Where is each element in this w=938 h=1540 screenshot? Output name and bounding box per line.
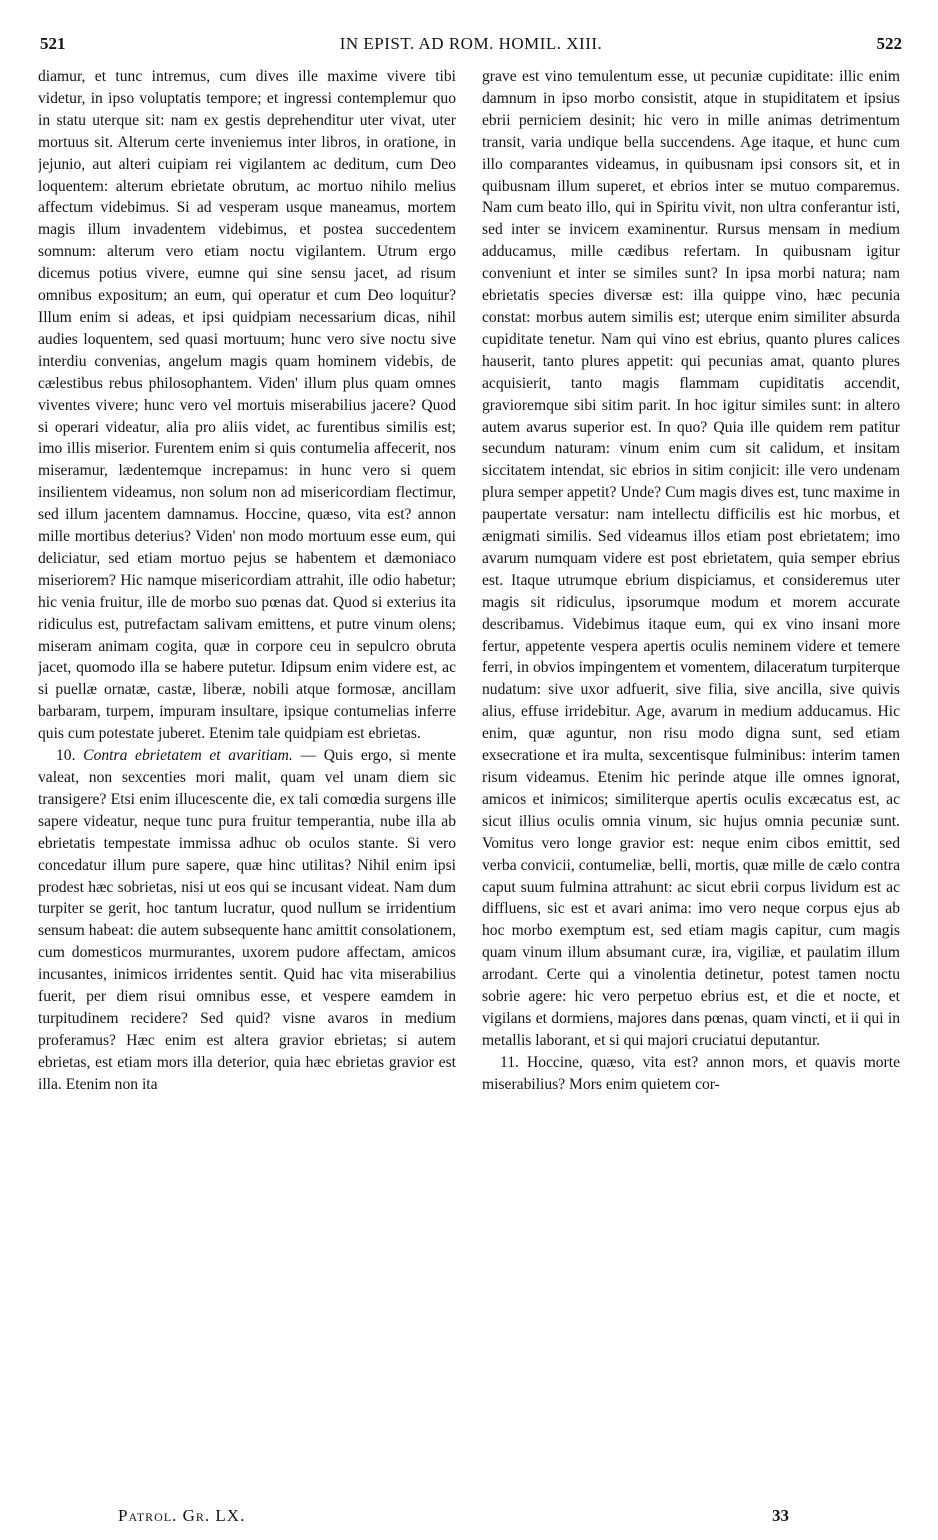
footer-signature: Patrol. Gr. LX. — [118, 1506, 246, 1525]
page-number-right: 522 — [876, 34, 902, 53]
running-title: IN EPIST. AD ROM. HOMIL. XIII. — [339, 34, 603, 53]
section-number-10: 10. — [56, 747, 76, 765]
left-paragraph-2 — [38, 745, 456, 1096]
right-column — [482, 66, 900, 1478]
section-text: — Quis ergo, si mente valeat, non sexcenties mori malit, quam vel unam diem sic transigere? Etsi enim illucescente die, ex tali comœdia surgens ille sapere videatur, neque tunc pura fruitur temperantia, nube illa ab ebrietatis tempestate immissa adhuc ob oculos stante. Si vero concedatur illum pure sapere, quæ hinc utilitas? Nihil enim ipsi prodest hæc sobrietas, nisi ut eos qui se incusant videat. Nam dum turpiter se gerit, hoc tantum lucratur, quod nullum se irridentium sensum habeat: die autem subsequente hanc amittit consolationem, cum domesticos murmurantes, uxorem pudore affectam, amicos incusantes, inimicos irridentes sentit. Quid hac vita miserabilius fuerit, per diem risui omnibus esse, et vespere eamdem in turpitudinem recidere? Sed quid? visne avaros in medium proferamus? Hæc enim est altera gravior ebrietas; si autem ebrietas, est etiam mors illa deterior, quia hæc ebrietas gravior est illa. Etenim non ita — [38, 747, 456, 1093]
right-paragraph-2: 11. Hoccine, quæso, vita est? annon mors, et quavis morte miserabilius? Mors enim quietem cor- — [482, 1053, 900, 1093]
section-heading: Contra ebrietatem et avaritiam. — [83, 747, 293, 765]
page-header — [40, 34, 902, 58]
page-footer — [40, 1506, 902, 1530]
footer-sheet-number: 33 — [772, 1506, 789, 1525]
page-number-left: 521 — [40, 34, 66, 53]
left-paragraph-1: diamur, et tunc intremus, cum dives ille maxime vivere tibi videtur, in ipso voluptatis tempore; et ingressi contemplemur quo in statu uterque sit: nam ex gestis deprehenditur uter vivat, uter mortuus sit. Alterum certe inveniemus inter libros, in oratione, in jejunio, aut alteri cuipiam rei vigilantem ac deditum, cum Deo loquentem: alterum ebrietate obrutum, ac mortuo nihilo melius affectum videbimus. Si ad vesperam usque maneamus, mortem magis illum invadentem videbimus, et postea succedentem somnum: alterum vero etiam noctu vigilantem. Utrum ergo dicemus potius vivere, eumne qui sine sensu jacet, ad risum omnibus expositum; an eum, qui operatur et cum Deo loquitur? Illum enim si adeas, et ipsi quidpiam necessarium dicas, nihil audies loquentem, sed quasi mortuum; hunc vero sive noctu sive interdiu convenias, angelum magis quam hominem videbis, de cælestibus rebus philosophantem. Viden' illum plus quam omnes viventes vivere; hunc vero vel mortuis miserabilius jacere? Quod si operari videatur, alia pro aliis videt, ac furentibus similis est; imo illis miserior. Furentem enim si quis contumelia affecerit, nos miseramur, lædentemque increpamus: in hunc vero si quem insilientem videamus, non solum non ad misericordiam flectimur, sed illum jacentem damnamus. Hoccine, quæso, vita est? annon mille mortibus deterius? Viden' non modo mortuum esse eum, qui deliciatur, sed etiam mortuo pejus se habentem et dæmoniaco miseriorem? Hic namque misericordiam attrahit, ille odio habetur; hic venia fruitur, ille de morbo suo pœnas dat. Quod si exterius ita ridiculus est, putrefactam salivam emittens, et putre vinum olens; miseram animam cogita, quæ in corpore ceu in sepulcro obruta jacet, quomodo illa se habere putetur. Idipsum enim videre est, ac si puellæ ornatæ, castæ, liberæ, nobili atque formosæ, ancillam barbaram, turpem, impuram insultare, ipsique contumelias inferre quis cum potestate juberet. Etenim tale quidpiam est ebrietas. — [38, 68, 456, 743]
right-paragraph-1: grave est vino temulentum esse, ut pecuniæ cupiditate: illic enim damnum in ipso morbo consistit, atque in stupiditatem et ipsius ebrii perniciem desinit; hic vero in mille animas detrimentum transit, varia undique bella succendens. Age itaque, et hunc cum illo comparantes videamus, in quibusnam ipsi consors sit, et in quibusnam illum superet, et ebrios inter se mutuo comparemus. Nam cum beato illo, qui in Spiritu vivit, non ultra conferantur isti, sed inter se invicem examinentur. Rursus mensam in medium adducamus, mille cædibus refertam. In quibusnam igitur conveniunt et inter se similes sunt? In ipsa morbi natura; nam ebrietatis species diversæ est: illa quippe vino, hæc pecunia constat: morbus autem similis est; uterque enim similiter absurda cupiditate tenetur. Nam qui vino est ebrius, quanto plures calices hauserit, tanto plures appetit: qui pecunias amat, quanto plures acquisierit, tanto magis flammam cupiditatis accendit, gravioremque sibi sitim parit. In hoc igitur similes sunt: in altero autem avarus superior est. In quo? Quia ille quidem rem patitur secundum naturam: vinum enim cum sit calidum, et insitam siccitatem intendat, sic ebrios in sitim conjicit: ille vero undenam plura semper appetit? Unde? Cum magis dives est, tunc maxime in paupertate versatur: nam intellectu difficilis est hic morbus, et ænigmati similis. Sed videamus illos etiam post ebrietatem; imo avarum numquam videre est post ebrietatem, quia semper ebrius est. Itaque utrumque ebrium dispiciamus, et consideremus uter magis sit ridiculus, ipsorumque modum et morem accurate describamus. Videbimus itaque eum, qui ex vino insani more fertur, appetente vespera apertis oculis neminem videre et temere ferri, in obvios impingentem et vomentem, dilaceratum turpiterque nudatum: sive uxor adfuerit, sive filia, sive ancilla, sive quivis alius, effuse irridebitur. Age, avarum in medium adducamus. Hic enim, quæ aguntur, non risu modo digna sunt, sed etiam exsecratione et ira multa, sexcentisque fulminibus: interim tamen risum videamus. Etenim hic perinde atque ille omnes ignorat, amicos et inimicos; similiterque apertis oculis excæcatus est, ac sicut illius oculis omnia vinum, sic hujus omnia pecuniæ sunt. Vomitus vero longe gravior est: neque enim cibos emittit, sed verba convicii, contumeliæ, belli, mortis, quæ mille de cælo contra caput suum fulmina attrahunt: ac sicut ebrii corpus lividum est ac diffluens, sic est et avari anima: imo vero neque corpus ejus ab hoc morbo exemptum est, sed etiam magis capitur, cum magis quam vinum illum absumant curæ, ira, vigiliæ, et paulatim illum arrodant. Certe qui a vinolentia detinetur, potest tamen noctu sobrie agere: hic vero perpetuo ebrius est, et die et nocte, et vigilans et dormiens, majores dans pœnas, quam vincti, et ii qui in metallis laborant, et si qui majori cruciatui deputantur. — [482, 68, 900, 1049]
left-column — [38, 66, 456, 1478]
